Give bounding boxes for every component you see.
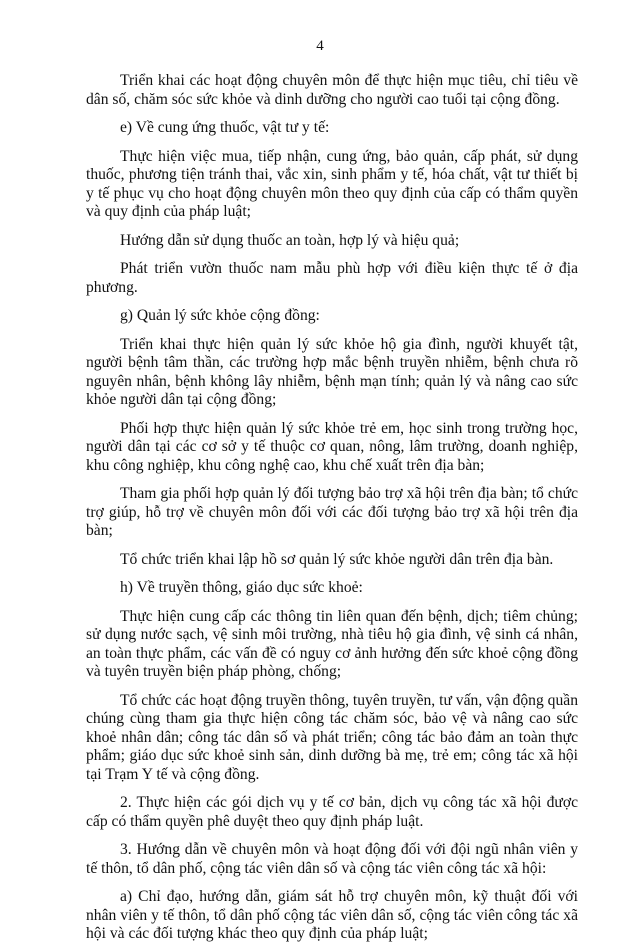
paragraph: Phát triển vườn thuốc nam mẫu phù hợp với điều kiện thực tế ở địa phương. xyxy=(86,260,578,296)
section-heading: g) Quản lý sức khỏe cộng đồng: xyxy=(120,307,320,324)
section-heading: e) Về cung ứng thuốc, vật tư y tế: xyxy=(120,119,330,136)
numbered-item: 2. Thực hiện các gói dịch vụ y tế cơ bản, dịch vụ công tác xã hội được cấp có thẩm quyền phê duyệt theo quy định pháp luật. xyxy=(86,794,578,830)
section-heading: h) Về truyền thông, giáo dục sức khoẻ: xyxy=(120,579,363,596)
paragraph: Triển khai các hoạt động chuyên môn để thực hiện mục tiêu, chỉ tiêu về dân số, chăm sóc sức khỏe và dinh dưỡng cho người cao tuổi tại cộng đồng. xyxy=(86,72,578,108)
paragraph: Thực hiện việc mua, tiếp nhận, cung ứng, bảo quản, cấp phát, sử dụng thuốc, phương tiện tránh thai, vắc xin, sinh phẩm y tế, hóa chất, vật tư thiết bị y tế phục vụ cho hoạt động chuyên môn theo quy định của cấp có thẩm quyền và quy định của pháp luật; xyxy=(86,147,578,220)
paragraph: Tổ chức triển khai lập hồ sơ quản lý sức khỏe người dân trên địa bàn. xyxy=(120,550,554,568)
paragraph: Hướng dẫn sử dụng thuốc an toàn, hợp lý và hiệu quả; xyxy=(120,231,460,249)
numbered-item: 3. Hướng dẫn về chuyên môn và hoạt động đối với đội ngũ nhân viên y tế thôn, tổ dân phố, cộng tác viên dân số và cộng tác viên công tác xã hội: xyxy=(86,841,578,877)
paragraph: Thực hiện cung cấp các thông tin liên quan đến bệnh, dịch; tiêm chủng; sử dụng nước sạch, vệ sinh môi trường, nhà tiêu hộ gia đình, vệ sinh cá nhân, an toàn thực phẩm, các vấn đề có nguy cơ ảnh hưởng đến sức khoẻ cộng đồng và tuyên truyền biện pháp phòng, chống; xyxy=(86,607,578,680)
paragraph: a) Chỉ đạo, hướng dẫn, giám sát hỗ trợ chuyên môn, kỹ thuật đối với nhân viên y tế thôn, tổ dân phố cộng tác viên dân số, cộng tác viên công tác xã hội và các đối tượng khác theo quy định của pháp luật; xyxy=(86,888,578,942)
paragraph: Triển khai thực hiện quản lý sức khỏe hộ gia đình, người khuyết tật, người bệnh tâm thần, các trường hợp mắc bệnh truyền nhiễm, bệnh chưa rõ nguyên nhân, bệnh không lây nhiễm, bệnh mạn tính; quản lý và nâng cao sức khỏe người dân tại cộng đồng; xyxy=(86,335,578,408)
document-body xyxy=(86,72,578,944)
paragraph: Phối hợp thực hiện quản lý sức khỏe trẻ em, học sinh trong trường học, người dân tại các cơ sở y tế thuộc cơ quan, nông, lâm trường, doanh nghiệp, khu công nghiệp, khu công nghệ cao, khu chế xuất trên địa bàn; xyxy=(86,419,578,474)
paragraph: Tham gia phối hợp quản lý đối tượng bảo trợ xã hội trên địa bàn; tổ chức trợ giúp, hỗ trợ về chuyên môn đối với các đối tượng bảo trợ xã hội trên địa bàn; xyxy=(86,485,578,539)
paragraph: Tổ chức các hoạt động truyền thông, tuyên truyền, tư vấn, vận động quần chúng cùng tham gia thực hiện công tác chăm sóc, bảo vệ và nâng cao sức khoẻ nhân dân; công tác dân số và phát triển; công tác bảo đảm an toàn thực phẩm; giáo dục sức khoẻ sinh sản, dinh dưỡng bà mẹ, trẻ em; công tác xã hội tại Trạm Y tế và cộng đồng. xyxy=(86,691,578,783)
page-number: 4 xyxy=(316,38,324,54)
